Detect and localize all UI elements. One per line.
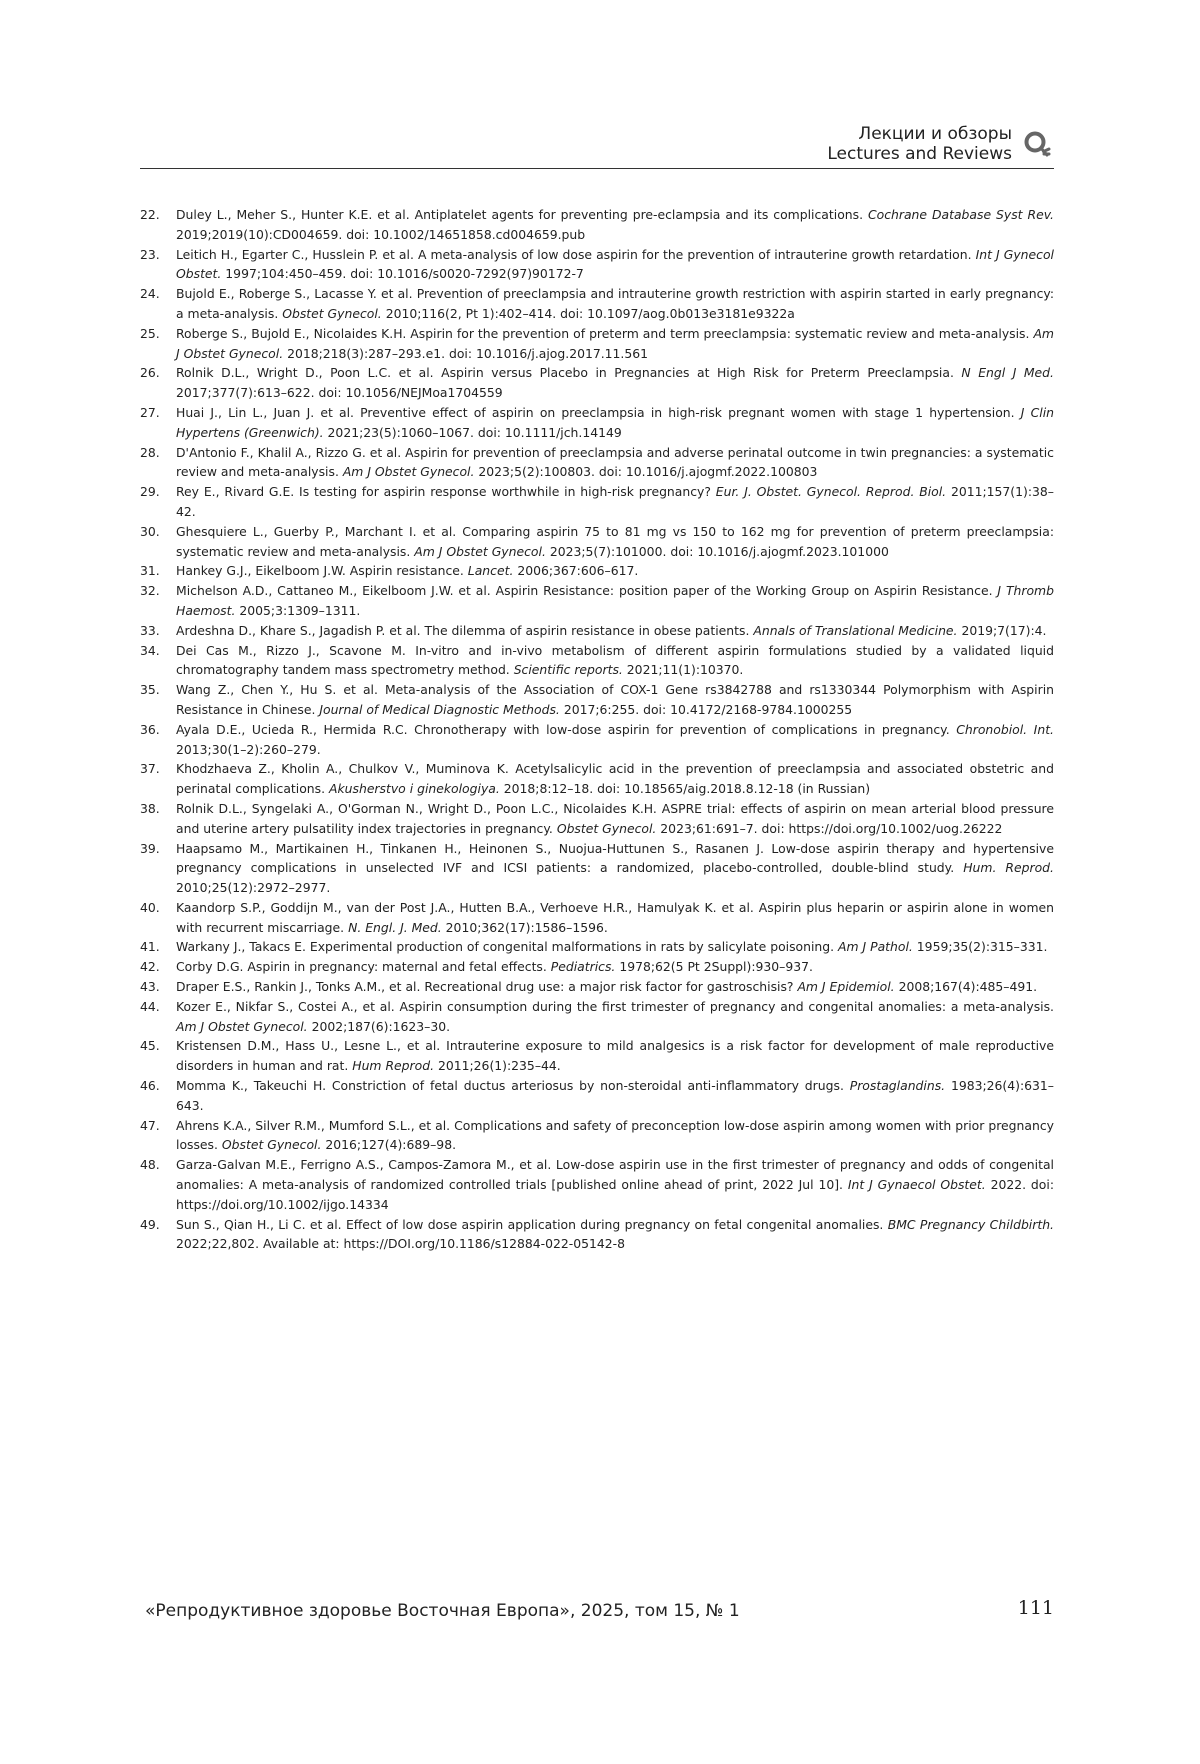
journal-title: Journal of Medical Diagnostic Methods. <box>319 701 560 717</box>
journal-title: Obstet Gynecol. <box>221 1137 322 1153</box>
reference-text <box>176 482 1054 522</box>
reference-segment: 1997;104:450–459. doi: 10.1016/s0020-7292(97)90172-7 <box>221 266 584 282</box>
reference-item <box>140 443 1054 483</box>
reference-segment: Duley L., Meher S., Hunter K.E. et al. Antiplatelet agents for preventing pre-eclampsia and its complications. <box>176 207 868 222</box>
reference-text <box>176 403 1054 443</box>
reference-segment: Michelson A.D., Cattaneo M., Eikelboom J.W. et al. Aspirin Resistance: position paper of the Working Group on Aspirin Resistance. <box>176 583 998 599</box>
reference-number: 40. <box>140 899 160 915</box>
reference-text <box>176 522 1054 562</box>
reference-number: 26. <box>140 365 160 381</box>
reference-number: 39. <box>140 840 160 856</box>
reference-segment: 2023;61:691–7. doi: https://doi.org/10.1002/uog.26222 <box>656 820 1003 836</box>
reference-text <box>176 839 1054 898</box>
reference-number: 35. <box>140 682 160 698</box>
reference-item <box>140 977 1054 997</box>
reference-item <box>140 799 1054 839</box>
reference-segment: D'Antonio F., Khalil A., Rizzo G. et al. Aspirin for prevention of preeclampsia and adverse perinatal outcome in twin pregnancies: a systematic review and meta-analysis. <box>176 444 1054 480</box>
reference-number: 34. <box>140 642 160 658</box>
reference-segment: Ghesquiere L., Guerby P., Marchant I. et al. Comparing aspirin 75 to 81 mg vs 150 to 162 mg for prevention of preterm preeclampsia: systematic review and meta-analysis. <box>176 523 1054 559</box>
journal-citation: «Репродуктивное здоровье Восточная Европа», 2025, том 15, № 1 <box>145 1601 740 1621</box>
reference-text <box>176 720 1054 760</box>
reference-segment: 2022;22,802. Available at: https://DOI.org/10.1186/s12884-022-05142-8 <box>176 1236 625 1252</box>
journal-title: Hum. Reprod. <box>963 860 1054 876</box>
reference-text <box>176 957 1054 977</box>
reference-number: 29. <box>140 484 160 500</box>
reference-segment: Ardeshna D., Khare S., Jagadish P. et al. The dilemma of aspirin resistance in obese patients. <box>176 622 754 638</box>
reference-text <box>176 205 1054 245</box>
reference-item <box>140 403 1054 443</box>
reference-text <box>176 799 1054 839</box>
reference-text <box>176 759 1054 799</box>
reference-number: 44. <box>140 998 160 1014</box>
reference-segment: Roberge S., Bujold E., Nicolaides K.H. Aspirin for the prevention of preterm and term preeclampsia: systematic review and meta-analysis. <box>176 325 1034 341</box>
reference-number: 36. <box>140 721 160 737</box>
journal-title: Prostaglandins. <box>849 1078 946 1094</box>
header-title-ru: Лекции и обзоры <box>858 124 1012 144</box>
journal-title: Am J Pathol. <box>838 939 913 955</box>
reference-text <box>176 1076 1054 1116</box>
journal-title: J Clin Hypertens (Greenwich). <box>176 404 1054 440</box>
reference-item <box>140 1155 1054 1214</box>
reference-segment: Momma K., Takeuchi H. Constriction of fetal ductus arteriosus by non-steroidal anti-inflammatory drugs. <box>176 1078 850 1094</box>
reference-segment: 2023;5(7):101000. doi: 10.1016/j.ajogmf.2023.101000 <box>545 543 889 559</box>
reference-number: 24. <box>140 286 160 302</box>
reference-segment: 2010;362(17):1586–1596. <box>441 919 608 935</box>
reference-segment: 2013;30(1–2):260–279. <box>176 741 321 757</box>
journal-title: J Thromb Haemost. <box>176 583 1054 618</box>
reference-number: 43. <box>140 979 160 995</box>
reference-text <box>176 1155 1054 1214</box>
reference-segment: Garza-Galvan M.E., Ferrigno A.S., Campos-Zamora M., et al. Low-dose aspirin use in the first trimester of pregnancy and odds of congenital anomalies: A meta-analysis of randomized controlled trials [published online ahead of print, 2022 Jul 10]. <box>176 1157 1054 1193</box>
reference-segment: Ayala D.E., Ucieda R., Hermida R.C. Chronotherapy with low-dose aspirin for prevention of complications in pregnancy. <box>176 721 957 737</box>
reference-segment: 2022. doi: https://doi.org/10.1002/ijgo.14334 <box>176 1177 1054 1212</box>
reference-text <box>176 1116 1054 1156</box>
reference-number: 46. <box>140 1078 160 1094</box>
reference-item <box>140 205 1054 245</box>
reference-segment: Bujold E., Roberge S., Lacasse Y. et al. Prevention of preeclampsia and intrauterine growth restriction with aspirin started in early pregnancy: a meta-analysis. <box>176 286 1054 321</box>
journal-title: Akusherstvo i ginekologiya. <box>329 781 500 797</box>
journal-title: Am J Obstet Gynecol. <box>176 1018 308 1034</box>
reference-segment: 2002;187(6):1623–30. <box>307 1018 451 1034</box>
reference-number: 28. <box>140 444 160 460</box>
reference-segment: Draper E.S., Rankin J., Tonks A.M., et al. Recreational drug use: a major risk factor for gastroschisis? <box>176 979 798 995</box>
reference-item <box>140 522 1054 562</box>
reference-item <box>140 621 1054 641</box>
reference-number: 33. <box>140 622 160 638</box>
reference-segment: Hankey G.J., Eikelboom J.W. Aspirin resistance. <box>176 563 468 579</box>
reference-segment: 2010;116(2, Pt 1):402–414. doi: 10.1097/aog.0b013e3181e9322a <box>381 305 795 321</box>
reference-item <box>140 1215 1054 1255</box>
reference-item <box>140 324 1054 364</box>
journal-title: Cochrane Database Syst Rev. <box>867 207 1054 222</box>
reference-number: 30. <box>140 523 160 539</box>
reference-number: 27. <box>140 404 160 420</box>
reference-segment: Sun S., Qian H., Li C. et al. Effect of low dose aspirin application during pregnancy on fetal congenital anomalies. <box>176 1216 888 1232</box>
reference-segment: 2019;2019(10):CD004659. doi: 10.1002/14651858.cd004659.pub <box>176 226 586 242</box>
journal-title: Obstet Gynecol. <box>282 305 382 321</box>
reference-segment: 1959;35(2):315–331. <box>912 939 1048 955</box>
reference-item <box>140 284 1054 324</box>
reference-segment: 2016;127(4):689–98. <box>321 1137 457 1153</box>
reference-segment: 2006;367:606–617. <box>513 563 639 579</box>
reference-text <box>176 641 1054 681</box>
reference-segment: Leitich H., Egarter C., Husslein P. et al. A meta-analysis of low dose aspirin for the prevention of intrauterine growth retardation. <box>176 246 976 262</box>
journal-title: BMC Pregnancy Childbirth. <box>887 1216 1054 1232</box>
reference-text <box>176 937 1054 957</box>
reference-item <box>140 1116 1054 1156</box>
reference-item <box>140 937 1054 957</box>
reference-text <box>176 898 1054 938</box>
reference-number: 45. <box>140 1038 160 1054</box>
reference-text <box>176 997 1054 1037</box>
reference-text <box>176 561 1054 581</box>
journal-title: Int J Gynecol Obstet. <box>176 246 1054 282</box>
reference-item <box>140 997 1054 1037</box>
reference-segment: Ahrens K.A., Silver R.M., Mumford S.L., et al. Complications and safety of preconception low-dose aspirin among women with prior pregnancy losses. <box>176 1117 1054 1153</box>
reference-segment: 2018;218(3):287–293.e1. doi: 10.1016/j.ajog.2017.11.561 <box>283 345 649 361</box>
reference-text <box>176 1215 1054 1255</box>
page-number: 111 <box>1017 1597 1054 1619</box>
reference-segment: Warkany J., Takacs E. Experimental production of congenital malformations in rats by salicylate poisoning. <box>176 939 839 955</box>
journal-title: Scientific reports. <box>513 662 623 678</box>
reference-number: 38. <box>140 800 160 816</box>
journal-title: Int J Gynaecol Obstet. <box>847 1177 986 1193</box>
reference-text <box>176 443 1054 483</box>
journal-title: Am J Obstet Gynecol. <box>414 543 546 559</box>
reference-item <box>140 641 1054 681</box>
journal-title: Pediatrics. <box>550 959 616 975</box>
reference-text <box>176 245 1054 285</box>
reference-item <box>140 957 1054 977</box>
reference-segment: Haapsamo M., Martikainen H., Tinkanen H., Heinonen S., Nuojua-Huttunen S., Rasanen J. Low-dose aspirin therapy and hypertensive pregnancy complications in unselected IVF and ICSI patients: a randomized, placebo-controlled, double-blind study. <box>176 840 1054 876</box>
reference-number: 48. <box>140 1157 160 1173</box>
reference-segment: Kozer E., Nikfar S., Costei A., et al. Aspirin consumption during the first trimester of pregnancy and congenital anomalies: a meta-analysis. <box>176 998 1054 1014</box>
reference-segment: Huai J., Lin L., Juan J. et al. Preventive effect of aspirin on preeclampsia in high-risk pregnant women with stage 1 hypertension. <box>176 404 1021 420</box>
reference-number: 49. <box>140 1216 160 1232</box>
reference-segment: Corby D.G. Aspirin in pregnancy: maternal and fetal effects. <box>176 959 551 975</box>
reference-segment: 2019;7(17):4. <box>957 622 1047 638</box>
reference-item <box>140 363 1054 403</box>
reference-item <box>140 245 1054 285</box>
reference-text <box>176 1036 1054 1076</box>
reference-text <box>176 363 1054 403</box>
reference-segment: Wang Z., Chen Y., Hu S. et al. Meta-analysis of the Association of COX-1 Gene rs3842788 and rs1330344 Polymorphism with Aspirin Resistance in Chinese. <box>176 682 1054 717</box>
journal-title: Lancet. <box>467 563 514 579</box>
running-header <box>140 118 1054 169</box>
journal-title: N Engl J Med. <box>961 365 1054 381</box>
header-title-en: Lectures and Reviews <box>827 144 1012 164</box>
reference-text <box>176 621 1054 641</box>
reference-segment: 1978;62(5 Pt 2Suppl):930–937. <box>615 959 813 975</box>
reference-segment: Rey E., Rivard G.E. Is testing for aspirin response worthwhile in high-risk pregnancy? <box>176 484 716 500</box>
reference-segment: Kaandorp S.P., Goddijn M., van der Post J.A., Hutten B.A., Verhoeve H.R., Hamulyak K. et al. Aspirin plus heparin or aspirin alone in women with recurrent miscarriage. <box>176 899 1054 935</box>
reference-item <box>140 759 1054 799</box>
reference-number: 41. <box>140 939 160 955</box>
reference-number: 22. <box>140 207 160 222</box>
reference-text <box>176 581 1054 621</box>
reference-segment: 2018;8:12–18. doi: 10.18565/aig.2018.8.12-18 (in Russian) <box>499 781 871 797</box>
reference-text <box>176 680 1054 720</box>
reference-segment: 2005;3:1309–1311. <box>235 602 361 618</box>
reference-segment: 2008;167(4):485–491. <box>894 979 1038 995</box>
reference-segment: 2021;11(1):10370. <box>622 662 744 678</box>
journal-title: Annals of Translational Medicine. <box>753 622 958 638</box>
reference-segment: Kristensen D.M., Hass U., Lesne L., et al. Intrauterine exposure to mild analgesics is a risk factor for development of male reproductive disorders in human and rat. <box>176 1038 1054 1074</box>
reference-number: 37. <box>140 761 160 777</box>
reference-list <box>140 205 1054 1254</box>
reference-item <box>140 1076 1054 1116</box>
reference-number: 25. <box>140 325 160 341</box>
reference-segment: Khodzhaeva Z., Kholin A., Chulkov V., Muminova K. Acetylsalicylic acid in the prevention of preeclampsia and associated obstetric and perinatal complications. <box>176 761 1054 797</box>
reference-number: 47. <box>140 1117 160 1133</box>
reference-segment: 2023;5(2):100803. doi: 10.1016/j.ajogmf.2022.100803 <box>474 464 818 480</box>
reference-item <box>140 898 1054 938</box>
reference-text <box>176 284 1054 324</box>
journal-title: Am J Obstet Gynecol. <box>342 464 475 480</box>
reference-text <box>176 977 1054 997</box>
reference-segment: Rolnik D.L., Syngelaki A., O'Gorman N., Wright D., Poon L.C., Nicolaides K.H. ASPRE trial: effects of aspirin on mean arterial blood pressure and uterine artery pulsatility index trajectories in pregnancy. <box>176 800 1054 836</box>
reference-segment: 2021;23(5):1060–1067. doi: 10.1111/jch.14149 <box>323 424 622 440</box>
reference-item <box>140 581 1054 621</box>
reference-segment: 2010;25(12):2972–2977. <box>176 880 331 896</box>
reference-item <box>140 1036 1054 1076</box>
journal-title: Hum Reprod. <box>352 1058 435 1074</box>
reference-number: 31. <box>140 563 160 579</box>
header-titles <box>827 124 1012 164</box>
reference-segment: 2011;26(1):235–44. <box>434 1058 561 1074</box>
reference-item <box>140 680 1054 720</box>
journal-title: Eur. J. Obstet. Gynecol. Reprod. Biol. <box>715 484 947 500</box>
reference-segment: 2017;6:255. doi: 10.4172/2168-9784.1000255 <box>559 701 853 717</box>
reference-segment: Dei Cas M., Rizzo J., Scavone M. In-vitro and in-vivo metabolism of different aspirin formulations studied by a validated liquid chromatography tandem mass spectrometry method. <box>176 642 1054 678</box>
journal-title: Chronobiol. Int. <box>956 721 1054 737</box>
journal-title: N. Engl. J. Med. <box>348 919 442 935</box>
reference-number: 23. <box>140 246 160 262</box>
reference-segment: 2011;157(1):38–42. <box>176 484 1054 519</box>
reference-segment: 2017;377(7):613–622. doi: 10.1056/NEJMoa1704559 <box>176 385 503 401</box>
female-symbol-icon <box>1022 128 1054 160</box>
reference-text <box>176 324 1054 364</box>
reference-item <box>140 482 1054 522</box>
reference-item <box>140 720 1054 760</box>
reference-segment: Rolnik D.L., Wright D., Poon L.C. et al. Aspirin versus Placebo in Pregnancies at High Risk for Preterm Preeclampsia. <box>176 365 962 381</box>
reference-segment: 1983;26(4):631–643. <box>176 1078 1054 1113</box>
reference-number: 32. <box>140 583 160 599</box>
reference-item <box>140 839 1054 898</box>
journal-title: Am J Epidemiol. <box>797 979 895 995</box>
reference-item <box>140 561 1054 581</box>
journal-title: Obstet Gynecol. <box>556 820 657 836</box>
reference-number: 42. <box>140 959 160 975</box>
journal-title: Am J Obstet Gynecol. <box>176 325 1054 361</box>
